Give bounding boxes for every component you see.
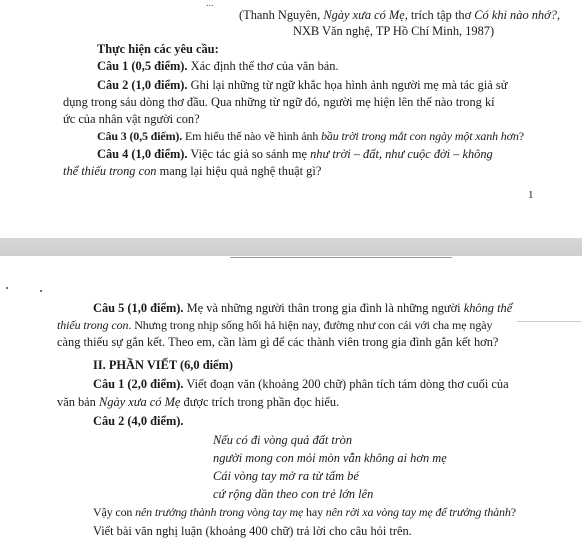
requirements-heading: Thực hiện các yêu cầu: (97, 42, 219, 56)
question-4-line-1: Câu 4 (1,0 điểm). Việc tác giả so sánh mẹ như trời – đất, như cuộc đời – không (97, 147, 493, 161)
poem-line-3: Cái vòng tay mở ra từ tấm bé (213, 469, 359, 483)
header-mark: ... (206, 0, 214, 9)
closing-question: Vậy con nên trưởng thành trong vòng tay mẹ hay nên rời xa vòng tay mẹ để trưởng thành? (93, 505, 516, 519)
poem-line-4: cứ rộng dần theo con trẻ lớn lên (213, 487, 374, 501)
writing-2-label: Câu 2 (4,0 điểm). (93, 414, 184, 428)
page-separator (0, 238, 582, 256)
question-3: Câu 3 (0,5 điểm). Em hiểu thế nào về hình ảnh bầu trời trong mắt con ngày một xanh hơn? (97, 129, 524, 143)
question-5-line-1: Câu 5 (1,0 điểm). Mẹ và những người thân trong gia đình là những người không thể (93, 301, 513, 315)
poem-line-2: người mong con mỏi mòn vẫn không ai hơn mẹ (213, 451, 447, 465)
section-2-heading: II. PHẦN VIẾT (6,0 điểm) (93, 358, 233, 372)
question-5-line-2: thiếu trong con. Nhưng trong nhịp sống hối hả hiện nay, đường như con cái với cha mẹ ngày (57, 318, 493, 332)
page-edge-line (230, 257, 452, 258)
writing-1-line-1: Câu 1 (2,0 điểm). Viết đoạn văn (khoảng 200 chữ) phân tích tám dòng thơ cuối của (93, 377, 509, 391)
citation-line-1: (Thanh Nguyên, Ngày xưa có Mẹ, trích tập thơ Có khi nào nhớ?, (239, 8, 561, 22)
page-1 (0, 0, 582, 238)
writing-1-line-2: văn bản Ngày xưa có Mẹ được trích trong phần đọc hiểu. (57, 395, 340, 409)
citation-line-2: NXB Văn nghệ, TP Hồ Chí Minh, 1987) (293, 24, 495, 38)
margin-line (517, 321, 581, 322)
question-1: Câu 1 (0,5 điểm). Xác định thể thơ của văn bản. (97, 59, 339, 73)
question-4-line-2: thể thiếu trong con mang lại hiệu quả nghệ thuật gì? (63, 164, 322, 178)
question-5-line-3: càng thiếu sự gắn kết. Theo em, cần làm gì để các thành viên trong gia đình gắn kết hơn? (57, 335, 499, 349)
page-number: 1 (528, 189, 534, 201)
poem-line-1: Nếu có đi vòng quả đất tròn (213, 433, 353, 447)
scan-dot (40, 290, 42, 292)
question-2-line-3: ức của nhân vật người con? (63, 112, 200, 126)
question-2-line-2: dụng trong sáu dòng thơ đầu. Qua những từ ngữ đó, người mẹ hiện lên thế nào trong kí (63, 95, 495, 109)
question-2-line-1: Câu 2 (1,0 điểm). Ghi lại những từ ngữ khắc họa hình ảnh người mẹ mà tác giả sử (97, 78, 508, 92)
closing-instruction: Viết bài văn nghị luận (khoảng 400 chữ) trả lời cho câu hỏi trên. (93, 524, 412, 538)
scan-dot (6, 287, 8, 289)
